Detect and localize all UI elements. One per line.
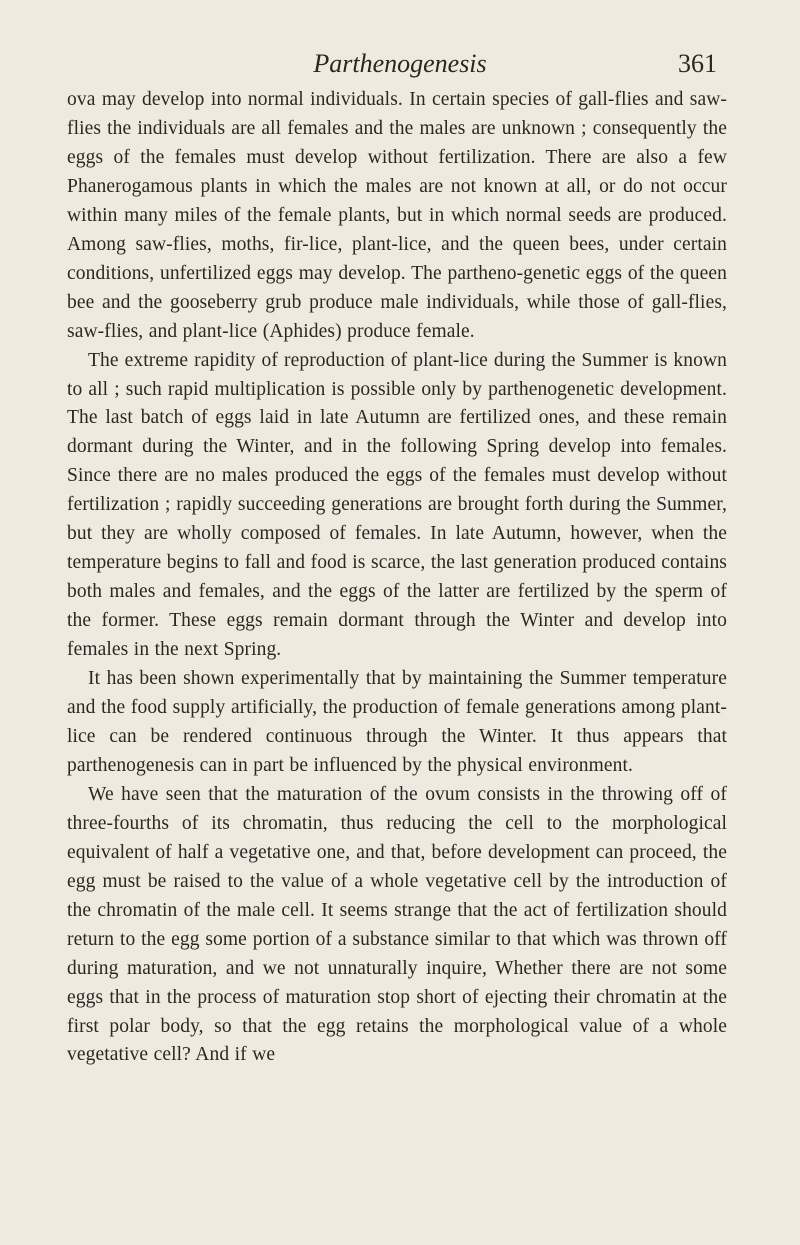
page-number: 361 (678, 49, 717, 78)
paragraph-plant-lice-reproduction: The extreme rapidity of reproduction of plant-lice during the Summer is known to all ; such rapid multiplication is possible only by parthenogenetic development. The last batch of eggs laid in late Autumn are fertilized ones, and these remain dormant during the Winter, and in the following Spring develop into females. Since there are no males produced the eggs of the females must develop without fertilization ; rapidly succeeding generations are brought forth during the Summer, but they are wholly composed of females. In late Autumn, however, when the temperature begins to fall and food is scarce, the last generation produced contains both males and females, and the eggs of the latter are fertilized by the sperm of the former. These eggs remain dormant through the Winter and develop into females in the next Spring. (67, 349, 727, 661)
paragraph-experimental-evidence: It has been shown experimentally that by maintaining the Summer temperature and the food supply artificially, the production of female generations among plant-lice can be rendered continuous through the Winter. It thus appears that parthenogenesis can in part be influenced by the physical environment. (67, 668, 727, 776)
body-text (67, 86, 727, 1070)
paragraph-maturation-of-ovum: We have seen that the maturation of the ovum consists in the throwing off of three-fourths of its chromatin, thus reducing the cell to the morphological equivalent of half a vegetative one, and that, before development can proceed, the egg must be raised to the value of a whole vegetative cell by the introduction of the chromatin of the male cell. It seems strange that the act of fertilization should return to the egg some portion of a substance similar to that which was thrown off during maturation, and we not unnaturally inquire, Whether there are not some eggs that in the process of maturation stop short of ejecting their chromatin at the first polar body, so that the egg retains the morphological value of a whole vegetative cell? And if we (67, 783, 727, 1066)
paragraph-continued: ova may develop into normal individuals. In certain species of gall-flies and saw-flies the individuals are all females and the males are unknown ; consequently the eggs of the females must develop without fertilization. There are also a few Phanerogamous plants in which the males are not known at all, or do not occur within many miles of the female plants, but in which normal seeds are produced. Among saw-flies, moths, fir-lice, plant-lice, and the queen bees, under certain conditions, unfertilized eggs may develop. The partheno-genetic eggs of the queen bee and the gooseberry grub produce male individuals, while those of gall-flies, saw-flies, and plant-lice (Aphides) produce female. (67, 89, 727, 342)
running-title: Parthenogenesis (313, 49, 487, 78)
running-head (0, 42, 800, 86)
